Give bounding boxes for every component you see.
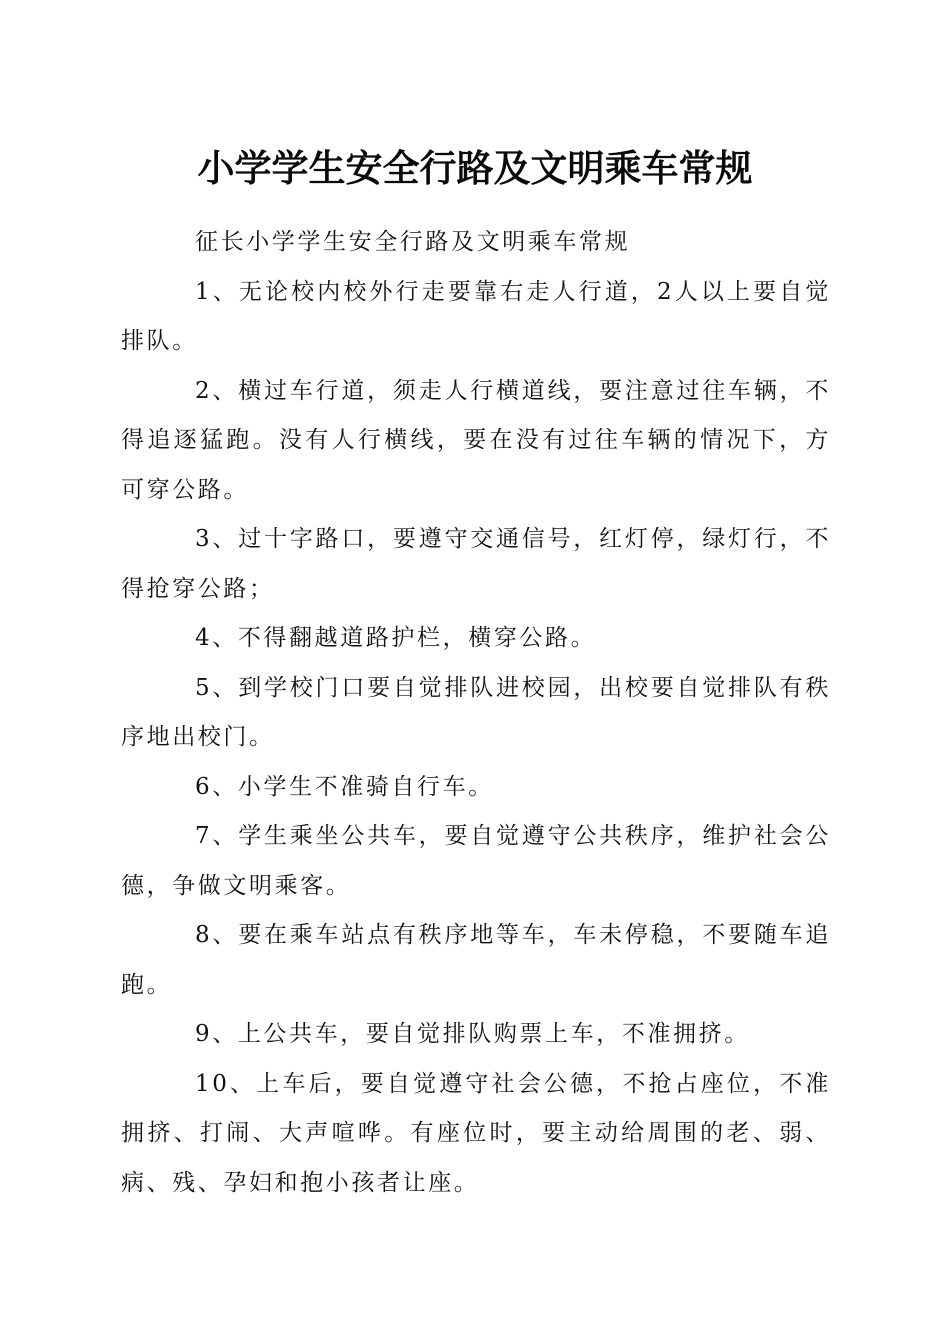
paragraph-rule-4: 4、不得翻越道路护栏，横穿公路。 [195, 625, 597, 651]
paragraph-rule-6: 6、小学生不准骑自行车。 [195, 773, 494, 800]
document-body [121, 218, 831, 1208]
paragraph-rule-8: 8、要在乘车站点有秩序地等车，车未停稳，不要随车追跑。 [121, 922, 831, 998]
paragraph-subtitle: 征长小学学生安全行路及文明乘车常规 [195, 229, 631, 255]
paragraph-rule-7: 7、学生乘坐公共车，要自觉遵守公共秩序，维护社会公德，争做文明乘客。 [121, 823, 831, 899]
paragraph-rule-1: 1、无论校内校外行走要靠右走人行道，2人以上要自觉排队。 [121, 278, 831, 354]
paragraph-rule-2: 2、横过车行道，须走人行横道线，要注意过往车辆，不得追逐猛跑。没有人行横线，要在没有过往车辆的情况下，方可穿公路。 [121, 377, 831, 503]
paragraph-rule-3: 3、过十字路口，要遵守交通信号，红灯停，绿灯行，不得抢穿公路； [121, 526, 831, 602]
document-title: 小学学生安全行路及文明乘车常规 [197, 147, 753, 190]
paragraph-rule-5: 5、到学校门口要自觉排队进校园，出校要自觉排队有秩序地出校门。 [121, 674, 831, 750]
paragraph-rule-10: 10、上车后，要自觉遵守社会公德，不抢占座位，不准拥挤、打闹、大声喧哗。有座位时，要主动给周围的老、弱、病、残、孕妇和抱小孩者让座。 [121, 1070, 831, 1196]
paragraph-rule-9: 9、上公共车，要自觉排队购票上车，不准拥挤。 [195, 1021, 750, 1047]
